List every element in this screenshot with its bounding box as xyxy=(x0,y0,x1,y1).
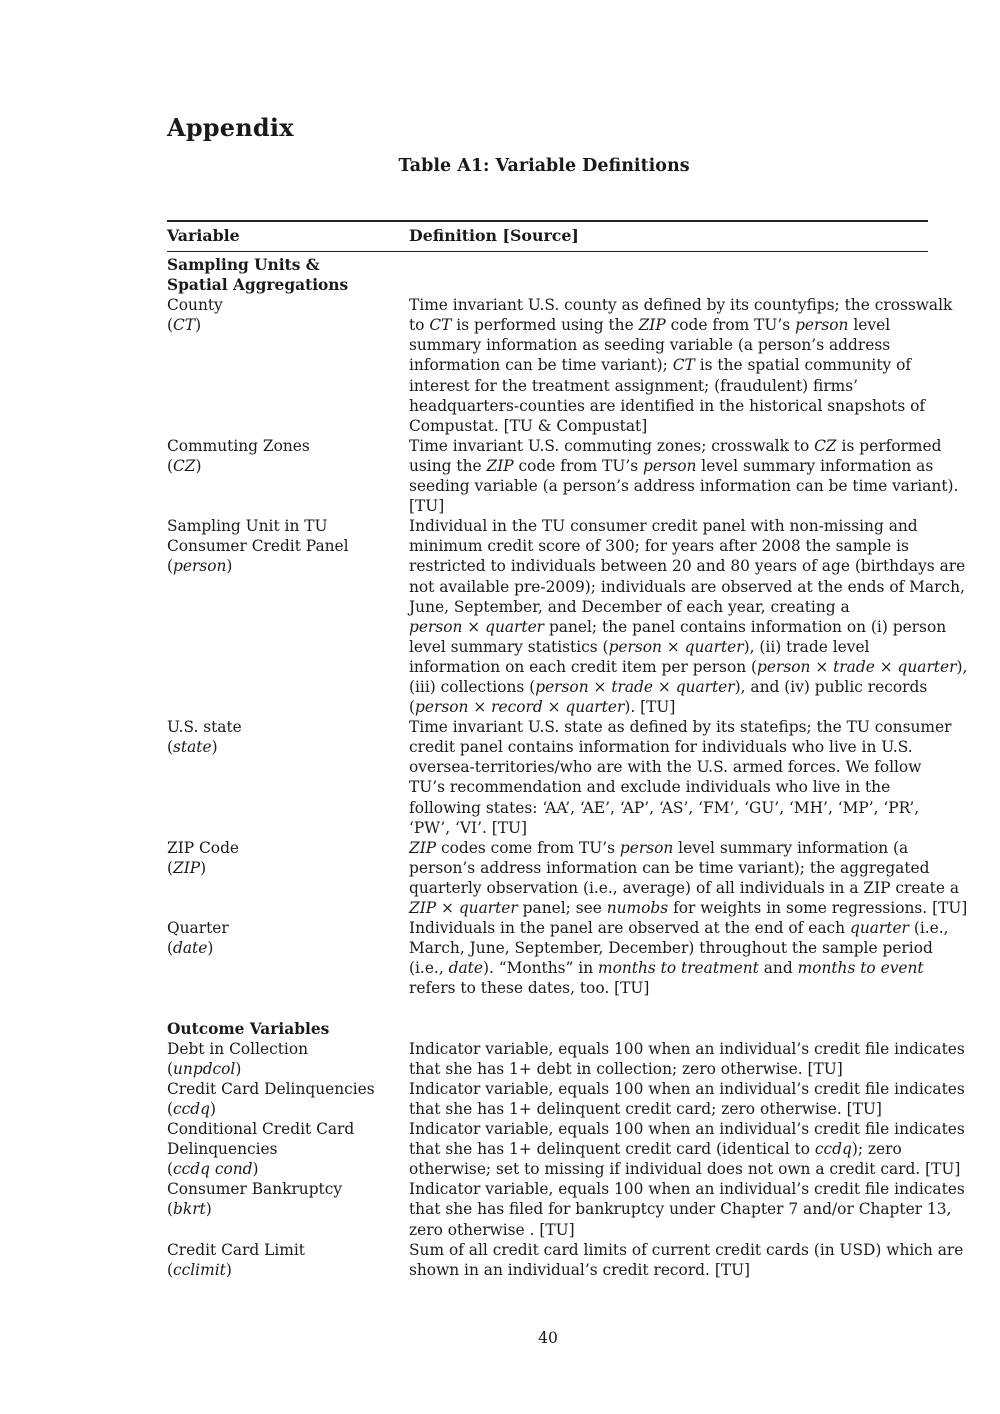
italic-symbol: ZIP xyxy=(486,456,514,475)
italic-symbol: quarter xyxy=(849,919,909,938)
italic-symbol: quarter xyxy=(485,617,545,636)
text-segment: level xyxy=(848,316,891,335)
definition-line xyxy=(409,617,947,637)
italic-symbol: ccdq cond xyxy=(173,1160,253,1179)
definition-cell xyxy=(409,1079,965,1119)
definition-line xyxy=(409,717,952,737)
definition-line xyxy=(409,416,928,436)
definition-line xyxy=(409,1059,928,1079)
definition-line xyxy=(409,958,928,978)
text-segment: × xyxy=(468,698,492,717)
variable-cell xyxy=(167,838,409,918)
variable-line xyxy=(167,918,409,938)
variable-line xyxy=(167,556,409,576)
definition-cell xyxy=(409,918,949,998)
text-segment: Time invariant U.S. commuting zones; crosswalk to xyxy=(409,436,815,455)
text-segment: ( xyxy=(167,738,174,757)
definition-cell xyxy=(409,295,953,436)
definition-line xyxy=(409,577,965,597)
variable-line xyxy=(167,295,409,315)
definition-line xyxy=(409,757,928,777)
text-segment: that she has 1+ delinquent credit card; zero otherwise. [TU] xyxy=(409,1099,882,1118)
text-segment: summary information as seeding variable (a person’s address xyxy=(409,336,891,355)
italic-symbol: trade xyxy=(611,677,653,696)
italic-symbol: trade xyxy=(833,657,875,676)
text-segment: Consumer Credit Panel xyxy=(167,537,349,556)
text-segment: County xyxy=(167,296,223,315)
definition-line xyxy=(409,456,934,476)
page-heading: Appendix xyxy=(167,113,294,142)
page-number: 40 xyxy=(538,1329,558,1347)
italic-symbol: state xyxy=(173,738,212,757)
text-segment: Indicator variable, equals 100 when an individual’s credit file indicates xyxy=(409,1079,965,1098)
table-row xyxy=(167,1079,965,1119)
definition-cell xyxy=(409,1179,965,1239)
definition-line xyxy=(409,1240,964,1260)
text-segment: × xyxy=(542,698,566,717)
definition-line xyxy=(409,878,960,898)
variable-line xyxy=(167,1079,409,1099)
section-title-row xyxy=(167,275,928,295)
italic-symbol: ZIP xyxy=(409,838,437,857)
definition-line xyxy=(409,1079,965,1099)
text-segment: Consumer Bankruptcy xyxy=(167,1180,343,1199)
text-segment: minimum credit score of 300; for years after 2008 the sample is xyxy=(409,537,909,556)
table-row xyxy=(167,516,968,717)
italic-symbol: numobs xyxy=(606,899,669,917)
text-segment: ( xyxy=(167,1260,174,1279)
text-segment: ZIP Code xyxy=(167,838,240,857)
text-segment: ) xyxy=(200,858,207,877)
definition-line xyxy=(409,898,968,918)
text-segment: ( xyxy=(167,456,174,475)
text-segment: ); zero xyxy=(851,1140,902,1159)
variable-cell xyxy=(167,1179,409,1239)
italic-symbol: CT xyxy=(429,316,452,335)
variable-line xyxy=(167,737,409,757)
text-segment: is the spatial community of xyxy=(694,356,912,375)
text-segment: ) xyxy=(195,456,202,475)
text-segment: credit panel contains information for individuals who live in U.S. xyxy=(409,738,913,757)
text-segment: ). [TU] xyxy=(624,698,676,717)
variable-cell xyxy=(167,295,409,436)
definition-line xyxy=(409,1199,952,1219)
table-row xyxy=(167,1119,965,1179)
text-segment: ( xyxy=(167,939,174,958)
definition-cell xyxy=(409,1240,964,1280)
text-segment: [TU] xyxy=(409,497,445,516)
table-row xyxy=(167,1179,965,1239)
italic-symbol: person xyxy=(757,657,811,676)
definition-line xyxy=(409,1260,928,1280)
text-segment: Indicator variable, equals 100 when an individual’s credit file indicates xyxy=(409,1180,965,1199)
definition-line xyxy=(409,1159,961,1179)
definition-line xyxy=(409,315,928,335)
variable-line xyxy=(167,315,409,335)
definition-line xyxy=(409,335,928,355)
text-segment: ), (ii) trade level xyxy=(743,637,870,656)
text-segment: is performed xyxy=(836,436,942,455)
text-segment: following states: ‘AA’, ‘AE’, ‘AP’, ‘AS’, ‘FM’, ‘GU’, ‘MH’, ‘MP’, ‘PR’, xyxy=(409,798,920,817)
variable-cell xyxy=(167,717,409,838)
text-segment: (i.e., xyxy=(409,959,449,978)
text-segment: Credit Card Delinquencies xyxy=(167,1079,375,1098)
text-segment: × xyxy=(661,637,685,656)
text-segment: (iii) collections ( xyxy=(409,677,536,696)
table-row xyxy=(167,717,952,838)
italic-symbol: person xyxy=(619,838,674,857)
text-segment: Indicator variable, equals 100 when an individual’s credit file indicates xyxy=(409,1120,965,1139)
variable-definitions-table xyxy=(167,255,968,1280)
text-segment: zero otherwise . [TU] xyxy=(409,1220,575,1239)
definition-line xyxy=(409,376,928,396)
table-row xyxy=(167,838,968,918)
italic-symbol: bkrt xyxy=(173,1200,206,1219)
definition-line xyxy=(409,978,928,998)
table-row xyxy=(167,436,959,516)
text-segment: (i.e., xyxy=(908,919,949,938)
definition-line xyxy=(409,938,933,958)
definition-cell xyxy=(409,838,968,918)
text-segment: code from TU’s xyxy=(513,456,643,475)
italic-symbol: ccdq xyxy=(173,1099,210,1118)
text-segment: interest for the treatment assignment; (fraudulent) firms’ xyxy=(409,376,859,395)
variable-cell xyxy=(167,436,409,516)
definition-line xyxy=(409,1039,965,1059)
definition-line xyxy=(409,777,928,797)
definition-line xyxy=(409,858,928,878)
definition-cell xyxy=(409,516,968,717)
italic-symbol: CT xyxy=(672,356,695,375)
section-title: Spatial Aggregations xyxy=(167,276,349,295)
definition-line xyxy=(409,476,959,496)
text-segment: not available pre-2009); individuals are observed at the ends of March, xyxy=(409,577,965,596)
text-segment: using the xyxy=(409,456,487,475)
italic-symbol: person xyxy=(795,316,849,335)
text-segment: Individual in the TU consumer credit panel with non-missing and xyxy=(409,517,918,536)
text-segment: panel; the panel contains information on (i) person xyxy=(544,617,947,636)
text-segment: ), and (iv) public records xyxy=(734,677,928,696)
text-segment: TU’s recommendation and exclude individuals who live in the xyxy=(409,778,891,797)
variable-line xyxy=(167,1059,409,1079)
italic-symbol: quarter xyxy=(684,637,744,656)
variable-line xyxy=(167,1199,409,1219)
text-segment: ) xyxy=(235,1059,242,1078)
text-segment: level summary information as xyxy=(696,456,934,475)
text-segment: level summary statistics ( xyxy=(409,637,609,656)
italic-symbol: date xyxy=(173,939,208,958)
italic-symbol: date xyxy=(448,959,483,978)
variable-line xyxy=(167,858,409,878)
italic-symbol: person xyxy=(415,698,469,717)
variable-line xyxy=(167,1139,409,1159)
section-spacer xyxy=(167,998,928,1018)
variable-line xyxy=(167,838,409,858)
section-title: Outcome Variables xyxy=(167,1019,330,1038)
text-segment: ) xyxy=(211,738,218,757)
text-segment: that she has filed for bankruptcy under Chapter 7 and/or Chapter 13, xyxy=(409,1200,952,1219)
italic-symbol: CT xyxy=(173,316,196,335)
variable-line xyxy=(167,456,409,476)
italic-symbol: CZ xyxy=(814,436,837,455)
definition-line xyxy=(409,697,928,717)
text-segment: Credit Card Limit xyxy=(167,1240,305,1259)
italic-symbol: person xyxy=(643,456,697,475)
definition-line xyxy=(409,516,928,536)
italic-symbol: person xyxy=(409,617,463,636)
definition-line xyxy=(409,737,928,757)
text-segment: ) xyxy=(207,939,214,958)
text-segment: × xyxy=(588,677,612,696)
italic-symbol: cclimit xyxy=(173,1260,226,1279)
definition-line xyxy=(409,918,949,938)
italic-symbol: quarter xyxy=(897,657,957,676)
column-header-variable: Variable xyxy=(167,226,240,245)
text-segment: headquarters-counties are identified in the historical snapshots of xyxy=(409,396,926,415)
definition-line xyxy=(409,355,928,375)
italic-symbol: ZIP xyxy=(638,316,666,335)
text-segment: ) xyxy=(225,1260,232,1279)
text-segment: March, June, September, December) throughout the sample period xyxy=(409,939,933,958)
text-segment: otherwise; set to missing if individual does not own a credit card. [TU] xyxy=(409,1160,961,1179)
text-segment: seeding variable (a person’s address information can be time variant). xyxy=(409,477,959,496)
text-segment: ) xyxy=(209,1099,216,1118)
definition-cell xyxy=(409,717,952,838)
text-segment: Quarter xyxy=(167,919,229,938)
text-segment: ( xyxy=(167,1200,174,1219)
text-segment: restricted to individuals between 20 and 80 years of age (birthdays are xyxy=(409,557,966,576)
variable-cell xyxy=(167,1119,409,1179)
definition-cell xyxy=(409,1039,965,1079)
variable-line xyxy=(167,1260,409,1280)
section-title-row xyxy=(167,1019,928,1039)
variable-line xyxy=(167,1240,409,1260)
variable-cell xyxy=(167,1079,409,1119)
variable-cell xyxy=(167,1240,409,1280)
text-segment: quarterly observation (i.e., average) of all individuals in a ZIP create a xyxy=(409,878,960,897)
definition-line xyxy=(409,1119,965,1139)
text-segment: oversea-territories/who are with the U.S. armed forces. We follow xyxy=(409,758,922,777)
variable-line xyxy=(167,1039,409,1059)
text-segment: Debt in Collection xyxy=(167,1039,309,1058)
section-title-row xyxy=(167,255,928,275)
text-segment: Individuals in the panel are observed at the end of each xyxy=(409,919,850,938)
text-segment: × xyxy=(462,617,486,636)
definition-line xyxy=(409,657,968,677)
text-segment: ( xyxy=(167,1160,174,1179)
text-segment: ‘PW’, ‘VI’. [TU] xyxy=(409,818,528,837)
text-segment: × xyxy=(810,657,834,676)
text-segment: ( xyxy=(167,1059,174,1078)
definition-line xyxy=(409,1099,928,1119)
text-segment: Conditional Credit Card xyxy=(167,1120,355,1139)
variable-line xyxy=(167,1119,409,1139)
text-segment: ) xyxy=(205,1200,212,1219)
text-segment: Sum of all credit card limits of current credit cards (in USD) which are xyxy=(409,1240,964,1259)
text-segment: codes come from TU’s xyxy=(436,838,620,857)
text-segment: ) xyxy=(252,1160,259,1179)
text-segment: that she has 1+ debt in collection; zero otherwise. [TU] xyxy=(409,1059,843,1078)
text-segment: refers to these dates, too. [TU] xyxy=(409,979,650,998)
text-segment: ) xyxy=(226,557,233,576)
text-segment: panel; see xyxy=(517,899,607,917)
text-segment: for weights in some regressions. [TU] xyxy=(668,899,968,917)
table-row xyxy=(167,1240,964,1280)
italic-symbol: quarter xyxy=(565,698,625,717)
text-segment: Time invariant U.S. county as defined by its countyfips; the crosswalk xyxy=(409,296,953,315)
definition-line xyxy=(409,496,928,516)
variable-cell xyxy=(167,1039,409,1079)
text-segment: Compustat. [TU & Compustat] xyxy=(409,416,648,435)
text-segment: that she has 1+ delinquent credit card (identical to xyxy=(409,1140,815,1159)
definition-line xyxy=(409,798,928,818)
definition-line xyxy=(409,436,942,456)
text-segment: ( xyxy=(167,858,174,877)
column-header-definition: Definition [Source] xyxy=(409,226,579,245)
text-segment: Delinquencies xyxy=(167,1140,278,1159)
text-segment: information can be time variant); xyxy=(409,356,673,375)
text-segment: to xyxy=(409,316,430,335)
variable-line xyxy=(167,436,409,456)
italic-symbol: unpdcol xyxy=(173,1059,236,1078)
italic-symbol: ZIP xyxy=(173,858,201,877)
text-segment: ( xyxy=(167,557,174,576)
italic-symbol: record xyxy=(491,698,543,717)
variable-line xyxy=(167,516,409,536)
table-row xyxy=(167,918,949,998)
italic-symbol: ZIP xyxy=(409,899,437,917)
definition-line xyxy=(409,396,928,416)
definition-line xyxy=(409,838,928,858)
text-segment: code from TU’s xyxy=(665,316,796,335)
italic-symbol: quarter xyxy=(458,899,518,917)
italic-symbol: months to event xyxy=(797,959,924,978)
definition-line xyxy=(409,818,928,838)
variable-line xyxy=(167,1099,409,1119)
text-segment: information on each credit item per person ( xyxy=(409,657,758,676)
text-segment: ( xyxy=(167,316,174,335)
text-segment: ), xyxy=(956,657,968,676)
definition-line xyxy=(409,536,928,556)
text-segment: ( xyxy=(409,698,416,717)
text-segment: person’s address information can be time variant); the aggregated xyxy=(409,858,930,877)
definition-line xyxy=(409,597,928,617)
definition-line xyxy=(409,1139,928,1159)
text-segment: June, September, and December of each year, creating a xyxy=(409,597,850,616)
italic-symbol: quarter xyxy=(675,677,735,696)
variable-cell xyxy=(167,918,409,998)
variable-line xyxy=(167,938,409,958)
text-segment: Time invariant U.S. state as defined by its statefips; the TU consumer xyxy=(409,718,952,737)
definition-line xyxy=(409,1179,965,1199)
definition-line xyxy=(409,295,953,315)
text-segment: Commuting Zones xyxy=(167,436,310,455)
text-segment: U.S. state xyxy=(167,718,242,737)
text-segment: ( xyxy=(167,1099,174,1118)
definition-line xyxy=(409,637,928,657)
text-segment: Indicator variable, equals 100 when an individual’s credit file indicates xyxy=(409,1039,965,1058)
text-segment: × xyxy=(874,657,898,676)
italic-symbol: person xyxy=(173,557,227,576)
definition-cell xyxy=(409,436,959,516)
text-segment: × xyxy=(436,899,459,917)
text-segment: ) xyxy=(195,316,202,335)
definition-cell xyxy=(409,1119,965,1179)
variable-line xyxy=(167,536,409,556)
table-row xyxy=(167,295,953,436)
text-segment: × xyxy=(653,677,676,696)
italic-symbol: person xyxy=(608,637,662,656)
variable-line xyxy=(167,1159,409,1179)
table-caption: Table A1: Variable Definitions xyxy=(398,156,690,176)
table-header-rule xyxy=(167,251,928,252)
variable-cell xyxy=(167,516,409,717)
variable-line xyxy=(167,717,409,737)
text-segment: and xyxy=(758,959,798,978)
text-segment: level summary information (a xyxy=(673,838,909,857)
italic-symbol: person xyxy=(535,677,589,696)
text-segment: shown in an individual’s credit record. [TU] xyxy=(409,1260,751,1279)
definition-line xyxy=(409,556,966,576)
table-top-rule xyxy=(167,220,928,222)
definition-line xyxy=(409,1220,928,1240)
text-segment: Sampling Unit in TU xyxy=(167,517,328,536)
italic-symbol: ccdq xyxy=(814,1140,852,1159)
text-segment: is performed using the xyxy=(451,316,639,335)
variable-line xyxy=(167,1179,409,1199)
italic-symbol: CZ xyxy=(173,456,196,475)
table-row xyxy=(167,1039,965,1079)
definition-line xyxy=(409,677,928,697)
text-segment: ). “Months” in xyxy=(482,959,599,978)
section-title: Sampling Units & xyxy=(167,256,320,274)
italic-symbol: months to treatment xyxy=(598,959,759,978)
